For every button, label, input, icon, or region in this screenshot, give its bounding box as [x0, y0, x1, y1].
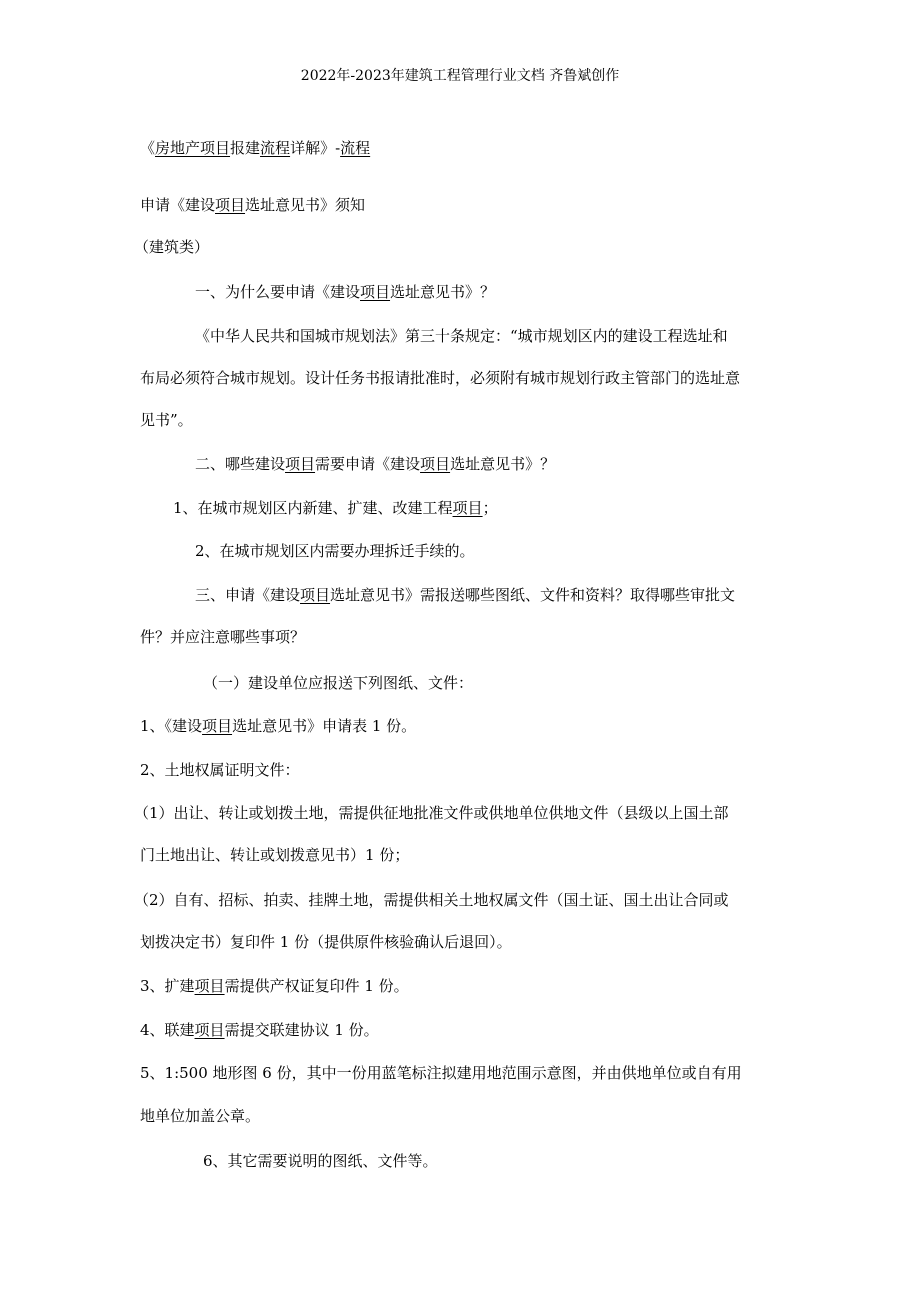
- list-item-4: 4、联建项目需提交联建协议 1 份。: [140, 1021, 379, 1039]
- inline-link-project[interactable]: 项目: [215, 196, 246, 214]
- list-item-1: 1、《建设项目选址意见书》申请表 1 份。: [140, 717, 417, 735]
- inline-link-project[interactable]: 项目: [202, 717, 233, 735]
- inline-link-project[interactable]: 项目: [285, 455, 316, 473]
- inline-link-project[interactable]: 项目: [452, 499, 483, 517]
- section1-body-line: 见书”。: [140, 411, 193, 429]
- section2-heading: 二、哪些建设项目需要申请《建设项目选址意见书》？: [195, 455, 556, 473]
- title-link-project[interactable]: 房地产项目: [155, 139, 231, 157]
- inline-link-project[interactable]: 项目: [420, 455, 451, 473]
- document-title: 《房地产项目报建流程详解》-流程: [140, 139, 371, 157]
- list-item-2-1: （1）出让、转让或划拨土地，需提供征地批准文件或供地单位供地文件（县级以上国土部: [134, 804, 729, 822]
- section1-body-line: 《中华人民共和国城市规划法》第三十条规定：“城市规划区内的建设工程选址和: [195, 327, 728, 345]
- category-label: （建筑类）: [134, 238, 210, 256]
- list-item-6: 6、其它需要说明的图纸、文件等。: [203, 1152, 438, 1170]
- list-item-2-2: （2）自有、招标、拍卖、挂牌土地，需提供相关土地权属文件（国土证、国土出让合同或: [134, 891, 729, 909]
- list-item-3: 3、扩建项目需提供产权证复印件 1 份。: [140, 977, 409, 995]
- page-header: 2022年-2023年建筑工程管理行业文档 齐鲁斌创作: [300, 68, 620, 84]
- section3-subheading: （一）建设单位应报送下列图纸、文件：: [203, 674, 474, 692]
- title-link-process[interactable]: 流程: [260, 139, 291, 157]
- list-item-5-cont: 地单位加盖公章。: [140, 1107, 261, 1125]
- title-link-process-2[interactable]: 流程: [340, 139, 371, 157]
- list-item-2: 2、土地权属证明文件：: [140, 761, 300, 779]
- section3-heading: 三、申请《建设项目选址意见书》需报送哪些图纸、文件和资料？取得哪些审批文: [195, 586, 736, 604]
- section1-body-line: 布局必须符合城市规划。设计任务书报请批准时，必须附有城市规划行政主管部门的选址意: [140, 369, 741, 387]
- list-item-5: 5、1:500 地形图 6 份，其中一份用蓝笔标注拟建用地范围示意图，并由供地单位或自有用: [140, 1064, 742, 1082]
- section3-heading-cont: 件？并应注意哪些事项？: [140, 628, 306, 646]
- inline-link-project[interactable]: 项目: [360, 283, 391, 301]
- list-item-2-2-cont: 划拨决定书）复印件 1 份（提供原件核验确认后退回）。: [140, 933, 512, 951]
- inline-link-project[interactable]: 项目: [194, 1021, 225, 1039]
- document-subtitle: 申请《建设项目选址意见书》须知: [140, 196, 366, 214]
- section2-item-2: 2、在城市规划区内需要办理拆迁手续的。: [195, 542, 475, 560]
- inline-link-project[interactable]: 项目: [194, 977, 225, 995]
- section2-item-1: 1、在城市规划区内新建、扩建、改建工程项目；: [173, 499, 498, 517]
- list-item-2-1-cont: 门土地出让、转让或划拨意见书）1 份；: [140, 846, 410, 864]
- inline-link-project[interactable]: 项目: [300, 586, 331, 604]
- section1-heading: 一、为什么要申请《建设项目选址意见书》？: [195, 283, 496, 301]
